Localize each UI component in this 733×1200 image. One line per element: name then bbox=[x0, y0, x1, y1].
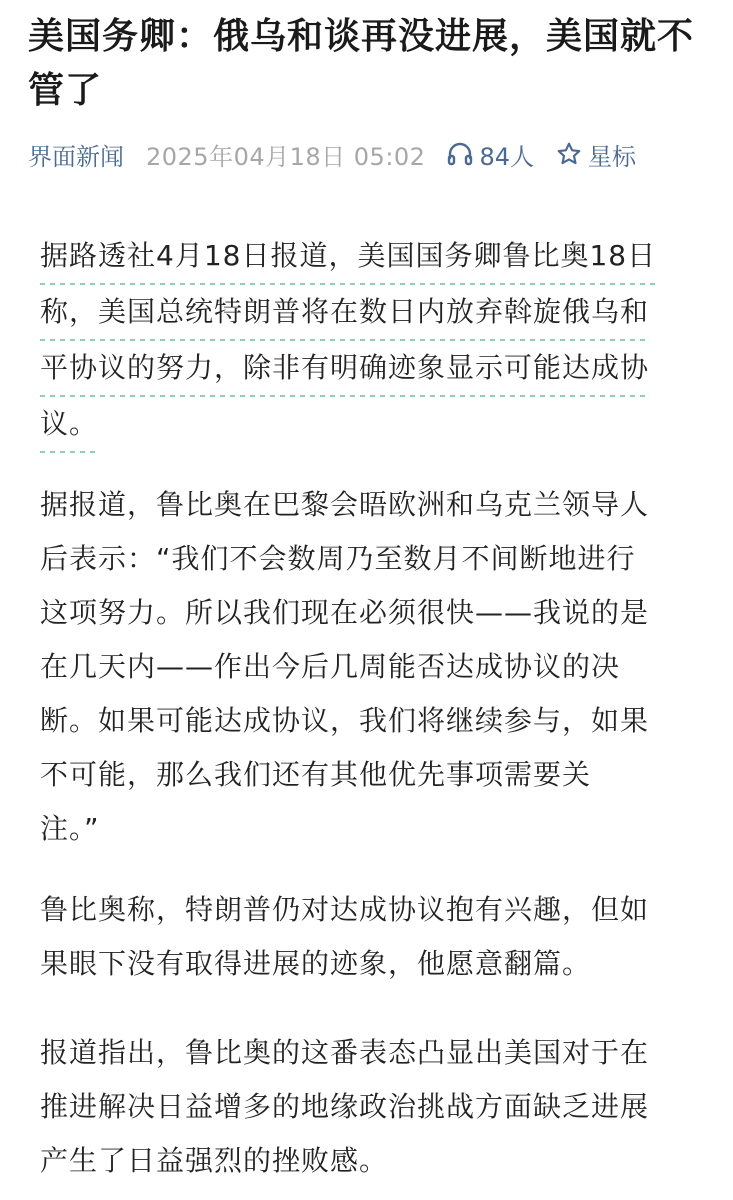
article-meta bbox=[28, 136, 636, 172]
publish-time: 2025年04月18日 05:02 bbox=[146, 142, 426, 171]
listener-count: 84人 bbox=[479, 142, 534, 171]
paragraph-line: 不可能，那么我们还有其他优先事项需要关 bbox=[40, 758, 592, 791]
paragraph-line: 据报道，鲁比奥在巴黎会晤欧洲和乌克兰领导人 bbox=[40, 488, 650, 521]
listen-button[interactable] bbox=[447, 137, 534, 172]
paragraph-line: 注。” bbox=[40, 812, 100, 845]
star-button[interactable] bbox=[556, 137, 636, 172]
highlighted-line[interactable]: 称，美国总统特朗普将在数日内放弃斡旋俄乌和 bbox=[40, 285, 649, 341]
source-link[interactable]: 界面新闻 bbox=[28, 142, 124, 171]
headphones-icon bbox=[447, 142, 479, 166]
paragraph-line: 报道指出，鲁比奥的这番表态凸显出美国对于在 bbox=[40, 1036, 650, 1069]
paragraph-line: 在几天内——作出今后几周能否达成协议的决 bbox=[40, 650, 621, 683]
paragraph-line: 断。如果可能达成协议，我们将继续参与，如果 bbox=[40, 704, 650, 737]
paragraph-frustration bbox=[40, 1026, 710, 1188]
highlighted-line[interactable]: 议。 bbox=[40, 397, 98, 453]
highlighted-line[interactable]: 平协议的努力，除非有明确迹象显示可能达成协 bbox=[40, 341, 649, 397]
paragraph-line: 产生了日益强烈的挫败感。 bbox=[40, 1144, 389, 1177]
paragraph-line: 果眼下没有取得进展的迹象，他愿意翻篇。 bbox=[40, 947, 592, 980]
paragraph-line: 这项努力。所以我们现在必须很快——我说的是 bbox=[40, 596, 650, 629]
star-outline-icon bbox=[556, 141, 588, 167]
star-label: 星标 bbox=[588, 142, 636, 171]
paragraph-highlighted bbox=[40, 229, 710, 453]
paragraph-line: 鲁比奥称，特朗普仍对达成协议抱有兴趣，但如 bbox=[40, 893, 650, 926]
article-title: 美国务卿：俄乌和谈再没进展，美国就不管了 bbox=[28, 16, 695, 111]
paragraph-line: 推进解决日益增多的地缘政治挑战方面缺乏进展 bbox=[40, 1090, 650, 1123]
highlighted-line[interactable]: 据路透社4月18日报道，美国国务卿鲁比奥18日 bbox=[40, 229, 656, 285]
paragraph-line: 后表示：“我们不会数周乃至数月不间断地进行 bbox=[40, 542, 636, 575]
paragraph-interest bbox=[40, 883, 710, 991]
paragraph-quote bbox=[40, 478, 710, 856]
